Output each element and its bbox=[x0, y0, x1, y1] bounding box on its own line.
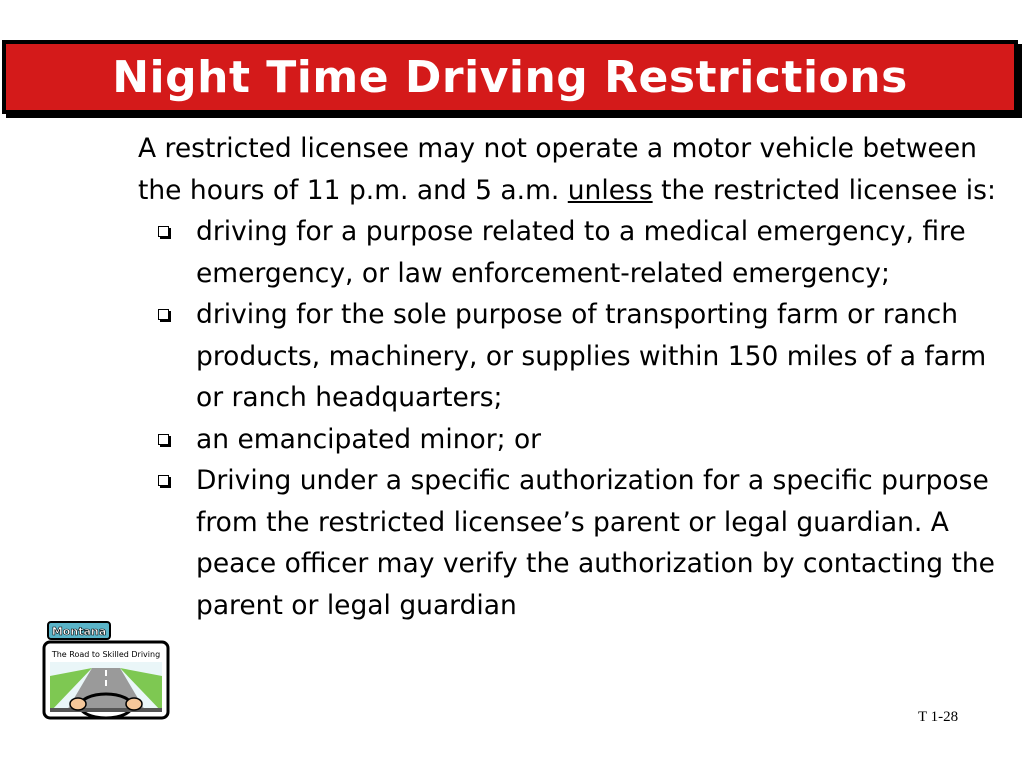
checkbox-bullet-icon bbox=[158, 434, 169, 445]
right-hand-icon bbox=[126, 698, 142, 710]
title-bar bbox=[2, 40, 1018, 114]
list-item bbox=[138, 460, 998, 626]
left-hand-icon bbox=[70, 698, 86, 710]
logo-state-text: Montana bbox=[51, 625, 107, 638]
list-item-text: an emancipated minor; or bbox=[196, 423, 542, 455]
slide-body bbox=[138, 128, 998, 626]
list-item-text: driving for a purpose related to a medical emergency, fire emergency, or law enforcement-related emergency; bbox=[196, 216, 966, 289]
checkbox-bullet-icon bbox=[158, 226, 169, 237]
logo-tagline: The Road to Skilled Driving bbox=[51, 650, 161, 659]
checkbox-bullet-icon bbox=[158, 309, 169, 320]
intro-text-1: A restricted licensee may not operate a motor vehicle between the hours of 11 p.m. and 5 a.m. bbox=[138, 133, 977, 206]
exception-list bbox=[138, 211, 998, 626]
list-item-text: Driving under a specific authorization for a specific purpose from the restricted licensee’s parent or legal guardian. A peace officer may verify the authorization by contacting the parent or legal guardian bbox=[196, 465, 995, 621]
list-item bbox=[138, 419, 998, 461]
slide-title: Night Time Driving Restrictions bbox=[112, 51, 908, 103]
list-item bbox=[138, 211, 998, 294]
checkbox-bullet-icon bbox=[158, 475, 169, 486]
logo-dashboard bbox=[50, 708, 162, 712]
montana-driving-logo bbox=[42, 620, 170, 720]
intro-unless: unless bbox=[567, 174, 653, 206]
intro-paragraph bbox=[138, 128, 998, 211]
list-item-text: driving for the sole purpose of transporting farm or ranch products, machinery, or supplies within 150 miles of a farm or ranch headquarters; bbox=[196, 299, 987, 413]
intro-text-2: the restricted licensee is: bbox=[661, 174, 996, 206]
slide-number: T 1-28 bbox=[918, 709, 959, 725]
list-item bbox=[138, 294, 998, 419]
